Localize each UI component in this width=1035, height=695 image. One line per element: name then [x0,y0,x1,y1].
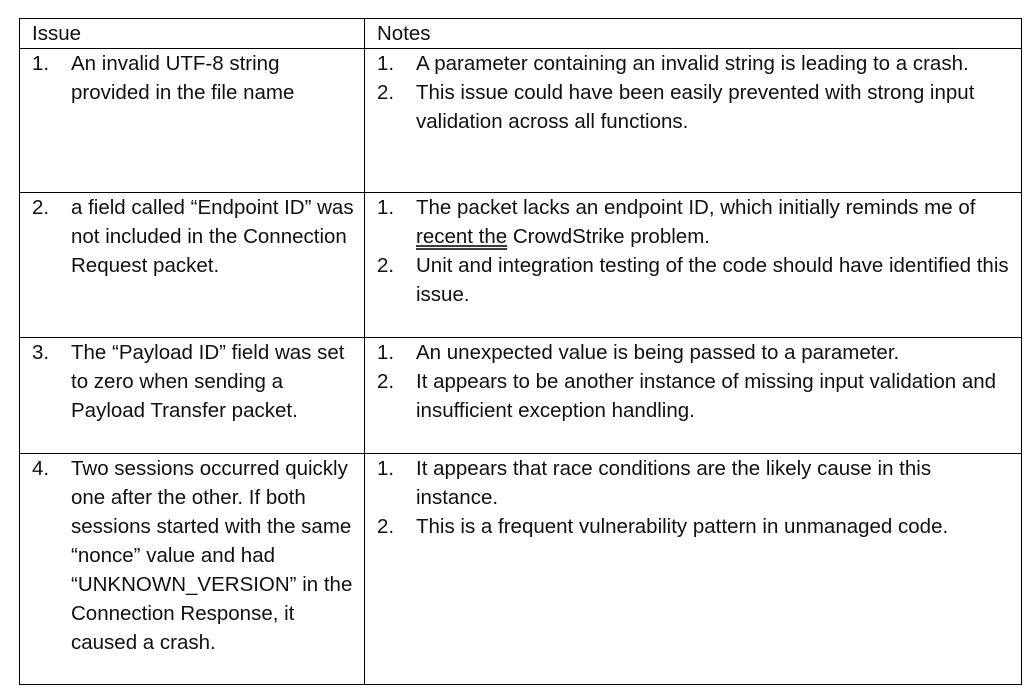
header-row [20,19,1022,49]
note-text-before: The packet lacks an endpoint ID, which initially reminds me of [416,196,976,219]
issues-table [19,18,1022,685]
note-text: An unexpected value is being passed to a parameter. [416,341,900,364]
notes-cell [365,193,1022,338]
note-item [365,338,1021,367]
issue-number: 3. [32,341,50,364]
table-row [20,338,1022,454]
note-item [365,78,1021,136]
table-row [20,193,1022,338]
issue-number: 4. [32,457,50,480]
note-number: 1. [377,52,395,75]
header-notes: Notes [365,19,1022,49]
note-number: 1. [377,196,395,219]
note-number: 1. [377,341,395,364]
note-text-underlined: recent the [416,225,508,248]
issue-text: An invalid UTF-8 string provided in the file name [71,52,295,104]
issue-item [20,454,364,657]
table-row [20,49,1022,193]
issue-item [20,338,364,425]
note-number: 1. [377,457,395,480]
note-item [365,454,1021,512]
issue-cell [20,338,365,454]
issue-cell [20,49,365,193]
issue-cell [20,454,365,685]
issue-item [20,193,364,280]
note-text: It appears to be another instance of missing input validation and insufficient exception handling. [416,370,997,422]
note-item [365,512,1021,541]
header-issue: Issue [20,19,365,49]
note-item [365,49,1021,78]
note-text: This is a frequent vulnerability pattern in unmanaged code. [416,515,949,538]
issue-cell [20,193,365,338]
issue-text: Two sessions occurred quickly one after the other. If both sessions started with the same “nonce” value and had “UNKNOWN_VERSION” in the Connection Response, it caused a crash. [71,457,353,654]
note-item [365,251,1021,309]
note-item [365,193,1021,251]
notes-cell [365,454,1022,685]
table-row [20,454,1022,685]
issue-item [20,49,364,107]
note-number: 2. [377,515,395,538]
note-number: 2. [377,254,395,277]
note-text: Unit and integration testing of the code should have identified this issue. [416,254,1009,306]
issue-text: The “Payload ID” field was set to zero when sending a Payload Transfer packet. [71,341,345,422]
note-number: 2. [377,81,395,104]
note-text: A parameter containing an invalid string is leading to a crash. [416,52,969,75]
issue-number: 2. [32,196,50,219]
notes-cell [365,338,1022,454]
notes-cell [365,49,1022,193]
note-text-after: CrowdStrike problem. [507,225,710,248]
note-text: This issue could have been easily prevented with strong input validation across all functions. [416,81,975,133]
note-text: It appears that race conditions are the likely cause in this instance. [416,457,932,509]
issue-number: 1. [32,52,50,75]
note-number: 2. [377,370,395,393]
issue-text: a field called “Endpoint ID” was not included in the Connection Request packet. [71,196,354,277]
note-item [365,367,1021,425]
